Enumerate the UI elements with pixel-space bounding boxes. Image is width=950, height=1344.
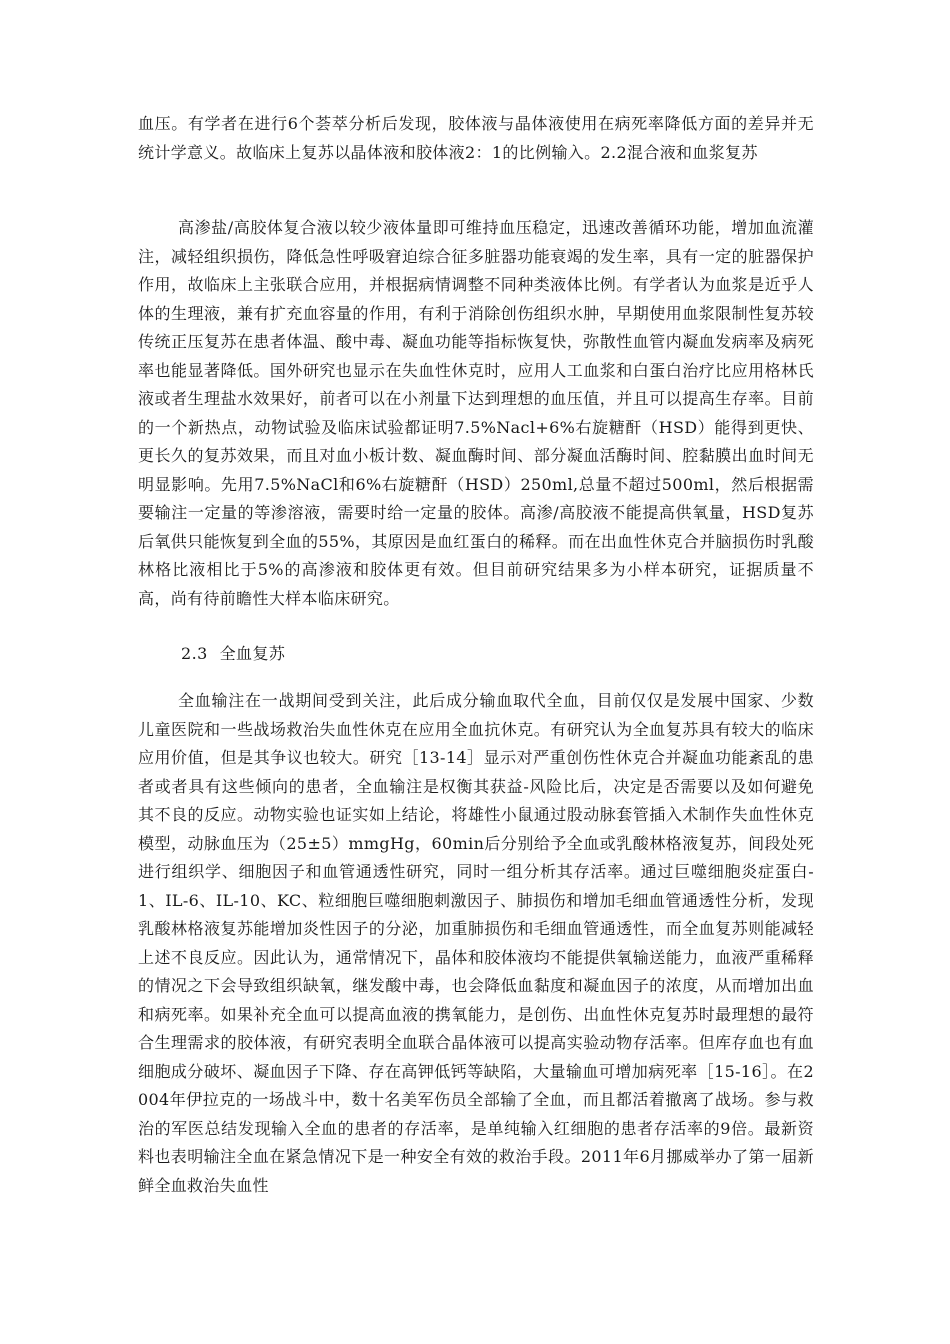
- paragraph-fluid-ratio: 血压。有学者在进行6个荟萃分析后发现，胶体液与晶体液使用在病死率降低方面的差异并无统计学意义。故临床上复苏以晶体液和胶体液2：1的比例输入。2.2混合液和血浆复苏: [138, 114, 814, 162]
- section-heading: [181, 640, 285, 668]
- paragraph-mixed-fluid-plasma: 高渗盐/高胶体复合液以较少液体量即可维持血压稳定，迅速改善循环功能，增加血流灌注，减轻组织损伤，降低急性呼吸窘迫综合征多脏器功能衰竭的发生率，具有一定的脏器保护作用，故临床上主张联合应用，并根据病情调整不同种类液体比例。有学者认为血浆是近乎人体的生理液，兼有扩充血容量的作用，有利于消除创伤组织水肿，早期使用血浆限制性复苏较传统正压复苏在患者体温、酸中毒、凝血功能等指标恢复快，弥散性血管内凝血发病率及病死率也能显著降低。国外研究也显示在失血性休克时，应用人工血浆和白蛋白治疗比应用格林氏液或者生理盐水效果好，前者可以在小剂量下达到理想的血压值，并且可以提高生存率。目前的一个新热点，动物试验及临床试验都证明7.5%Nacl+6%右旋糖酐（HSD）能得到更快、更长久的复苏效果，而且对血小板计数、凝血酶时间、部分凝血活酶时间、腔黏膜出血时间无明显影响。先用7.5%NaCl和6%右旋糖酐（HSD）250ml,总量不超过500ml，然后根据需要输注一定量的等渗溶液，需要时给一定量的胶体。高渗/高胶液不能提高供氧量，HSD复苏后氧供只能恢复到全血的55%，其原因是血红蛋白的稀释。而在出血性休克合并脑损伤时乳酸林格比液相比于5%的高渗液和胶体更有效。但目前研究结果多为小样本研究，证据质量不高，尚有待前瞻性大样本临床研究。: [138, 218, 814, 608]
- paragraph-whole-blood: 全血输注在一战期间受到关注，此后成分输血取代全血，目前仅仅是发展中国家、少数儿童医院和一些战场救治失血性休克在应用全血抗休克。有研究认为全血复苏具有较大的临床应用价值，但是其争议也较大。研究［13-14］显示对严重创伤性休克合并凝血功能紊乱的患者或者具有这些倾向的患者，全血输注是权衡其获益-风险比后，决定是否需要以及如何避免其不良的反应。动物实验也证实如上结论，将雄性小鼠通过股动脉套管插入术制作失血性休克模型，动脉血压为（25±5）mmgHg，60min后分别给予全血或乳酸林格液复苏，间段处死进行组织学、细胞因子和血管通透性研究，同时一组分析其存活率。通过巨噬细胞炎症蛋白-1、IL-6、IL-10、KC、粒细胞巨噬细胞刺激因子、肺损伤和增加毛细血管通透性分析，发现乳酸林格液复苏能增加炎性因子的分泌，加重肺损伤和毛细血管通透性，而全血复苏则能减轻上述不良反应。因此认为，通常情况下，晶体和胶体液均不能提供氧输送能力，血液严重稀释的情况之下会导致组织缺氧，继发酸中毒，也会降低血黏度和凝血因子的浓度，从而增加出血和病死率。如果补充全血可以提高血液的携氧能力，是创伤、出血性休克复苏时最理想的最符合生理需求的胶体液，有研究表明全血联合晶体液可以提高实验动物存活率。但库存血也有血细胞成分破坏、凝血因子下降、存在高钾低钙等缺陷，大量输血可增加病死率［15-16］。在2004年伊拉克的一场战斗中，数十名美军伤员全部输了全血，而且都活着撤离了战场。参与救治的军医总结发现输入全血的患者的存活率，是单纯输入红细胞的患者存活率的9倍。最新资料也表明输注全血在紧急情况下是一种安全有效的救治手段。2011年6月挪威举办了第一届新鲜全血救治失血性: [138, 691, 814, 1195]
- section-number: 2.3: [181, 644, 208, 663]
- section-title: 全血复苏: [219, 644, 286, 663]
